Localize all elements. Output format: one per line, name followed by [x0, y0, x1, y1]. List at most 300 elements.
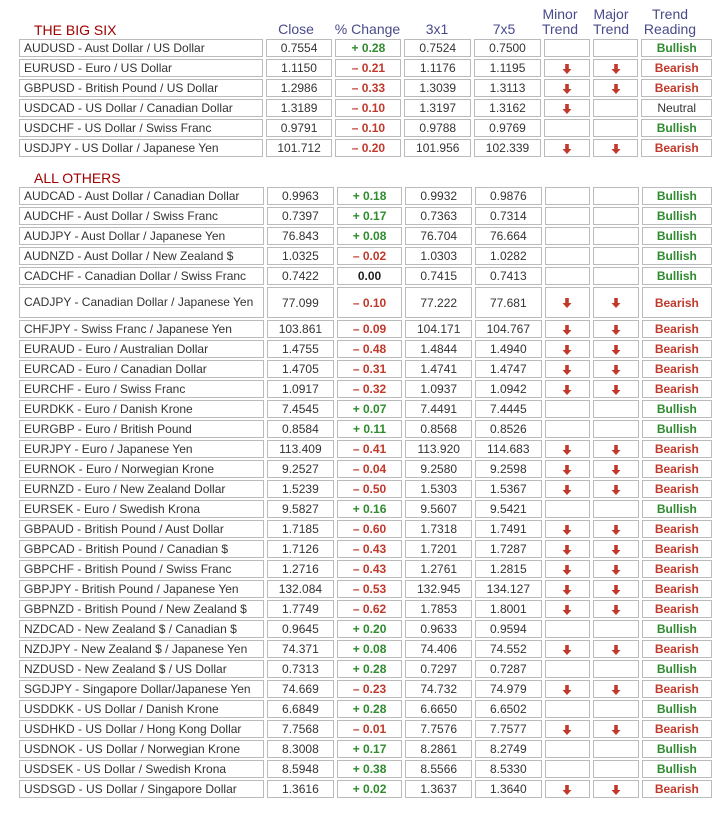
- close-cell: 1.0325: [267, 247, 334, 265]
- down-arrow-icon: [561, 364, 573, 376]
- ma-7x5-cell: 134.127: [475, 580, 542, 598]
- major-trend-cell: [593, 500, 639, 518]
- ma-3x1-cell: 1.7853: [405, 600, 472, 618]
- table-row: [19, 207, 712, 225]
- trend-reading-cell: Bearish: [642, 520, 712, 538]
- table-row: [19, 560, 712, 578]
- down-arrow-icon: [610, 324, 622, 336]
- ma-7x5-cell: 7.4445: [475, 400, 542, 418]
- trend-reading-cell: Bearish: [642, 540, 712, 558]
- close-cell: 7.4545: [267, 400, 334, 418]
- table-row: [19, 99, 712, 117]
- percent-change-cell: + 0.17: [337, 207, 403, 225]
- close-cell: 0.7422: [267, 267, 334, 285]
- minor-trend-cell: [544, 79, 590, 97]
- pair-name-cell: EURDKK - Euro / Danish Krone: [19, 400, 264, 418]
- down-arrow-icon: [561, 724, 573, 736]
- trend-reading-cell: Bullish: [642, 247, 712, 265]
- ma-7x5-cell: 1.0282: [475, 247, 542, 265]
- pair-name-cell: EURAUD - Euro / Australian Dollar: [19, 340, 264, 358]
- trend-reading-cell: Bearish: [641, 79, 712, 97]
- major-trend-cell: [593, 720, 639, 738]
- down-arrow-icon: [561, 484, 573, 496]
- major-trend-cell: [593, 580, 639, 598]
- down-arrow-icon: [561, 83, 573, 95]
- major-trend-cell: [593, 59, 639, 77]
- close-cell: 103.861: [267, 320, 334, 338]
- major-trend-cell: [593, 420, 639, 438]
- trend-reading-cell: Bullish: [641, 119, 712, 137]
- table-row: [19, 267, 712, 285]
- table-row: [19, 660, 712, 678]
- major-trend-cell: [593, 740, 639, 758]
- percent-change-cell: + 0.02: [337, 780, 403, 798]
- ma-7x5-cell: 9.2598: [475, 460, 542, 478]
- close-cell: 0.9791: [266, 119, 333, 137]
- major-trend-cell: [593, 680, 639, 698]
- trend-reading-cell: Bearish: [642, 780, 712, 798]
- table-row: [19, 340, 712, 358]
- down-arrow-icon: [561, 297, 573, 309]
- down-arrow-icon: [561, 63, 573, 75]
- table-row: [19, 440, 712, 458]
- all-others-table: [16, 185, 715, 800]
- percent-change-cell: + 0.08: [337, 640, 403, 658]
- percent-change-cell: + 0.28: [337, 700, 403, 718]
- minor-trend-cell: [545, 640, 591, 658]
- header-3x1: 3x1: [425, 21, 449, 37]
- close-cell: 0.7397: [267, 207, 334, 225]
- ma-3x1-cell: 1.7318: [405, 520, 472, 538]
- percent-change-cell: + 0.07: [337, 400, 403, 418]
- close-cell: 1.3616: [267, 780, 334, 798]
- pair-name-cell: GBPUSD - British Pound / US Dollar: [19, 79, 263, 97]
- pair-name-cell: AUDCHF - Aust Dollar / Swiss Franc: [19, 207, 264, 225]
- table-row: [19, 500, 712, 518]
- trend-reading-cell: Bullish: [641, 39, 712, 57]
- down-arrow-icon: [610, 143, 622, 155]
- pair-name-cell: GBPAUD - British Pound / Aust Dollar: [19, 520, 264, 538]
- trend-reading-cell: Bullish: [642, 267, 712, 285]
- close-cell: 74.371: [267, 640, 334, 658]
- ma-3x1-cell: 0.9633: [405, 620, 472, 638]
- major-trend-cell: [593, 287, 639, 318]
- trend-reading-cell: Bullish: [642, 740, 712, 758]
- pair-name-cell: USDSEK - US Dollar / Swedish Krona: [19, 760, 264, 778]
- minor-trend-cell: [545, 580, 591, 598]
- major-trend-cell: [593, 119, 639, 137]
- ma-7x5-cell: 0.9769: [474, 119, 541, 137]
- down-arrow-icon: [610, 604, 622, 616]
- minor-trend-cell: [545, 540, 591, 558]
- table-row: [19, 139, 712, 157]
- header-trend-reading: [638, 7, 702, 37]
- trend-reading-cell: Bearish: [642, 560, 712, 578]
- close-cell: 1.4755: [267, 340, 334, 358]
- close-cell: 1.2716: [267, 560, 334, 578]
- major-trend-cell: [593, 440, 639, 458]
- pair-name-cell: GBPCHF - British Pound / Swiss Franc: [19, 560, 264, 578]
- ma-3x1-cell: 104.171: [405, 320, 472, 338]
- percent-change-cell: + 0.28: [337, 660, 403, 678]
- major-trend-cell: [593, 227, 639, 245]
- major-trend-cell: [593, 267, 639, 285]
- table-row: [19, 247, 712, 265]
- minor-trend-cell: [545, 520, 591, 538]
- ma-3x1-cell: 132.945: [405, 580, 472, 598]
- ma-3x1-cell: 1.0303: [405, 247, 472, 265]
- table-row: [19, 119, 712, 137]
- ma-7x5-cell: 1.0942: [475, 380, 542, 398]
- pair-name-cell: EURCAD - Euro / Canadian Dollar: [19, 360, 264, 378]
- trend-reading-cell: Bearish: [641, 139, 712, 157]
- ma-3x1-cell: 1.2761: [405, 560, 472, 578]
- percent-change-cell: + 0.18: [337, 187, 403, 205]
- close-cell: 1.7126: [267, 540, 334, 558]
- pair-name-cell: NZDCAD - New Zealand $ / Canadian $: [19, 620, 264, 638]
- ma-3x1-cell: 8.2861: [405, 740, 472, 758]
- percent-change-cell: + 0.28: [335, 39, 401, 57]
- ma-7x5-cell: 74.979: [475, 680, 542, 698]
- minor-trend-cell: [544, 119, 590, 137]
- major-trend-cell: [593, 207, 639, 225]
- minor-trend-cell: [545, 380, 591, 398]
- minor-trend-cell: [545, 500, 591, 518]
- major-trend-cell: [593, 340, 639, 358]
- major-trend-cell: [593, 600, 639, 618]
- pair-name-cell: AUDCAD - Aust Dollar / Canadian Dollar: [19, 187, 264, 205]
- trend-reading-cell: Bearish: [642, 360, 712, 378]
- trend-reading-cell: Bearish: [642, 460, 712, 478]
- close-cell: 0.9963: [267, 187, 334, 205]
- ma-7x5-cell: 1.8001: [475, 600, 542, 618]
- trend-reading-cell: Bearish: [642, 440, 712, 458]
- minor-trend-cell: [545, 620, 591, 638]
- down-arrow-icon: [610, 684, 622, 696]
- ma-3x1-cell: 1.4844: [405, 340, 472, 358]
- down-arrow-icon: [561, 584, 573, 596]
- pair-name-cell: NZDJPY - New Zealand $ / Japanese Yen: [19, 640, 264, 658]
- percent-change-cell: + 0.17: [337, 740, 403, 758]
- percent-change-cell: – 0.31: [337, 360, 403, 378]
- ma-3x1-cell: 9.2580: [405, 460, 472, 478]
- trend-reading-cell: Bearish: [642, 480, 712, 498]
- table-row: [19, 720, 712, 738]
- minor-trend-cell: [545, 460, 591, 478]
- percent-change-cell: – 0.32: [337, 380, 403, 398]
- major-trend-cell: [593, 380, 639, 398]
- percent-change-cell: – 0.10: [335, 119, 401, 137]
- pair-name-cell: GBPJPY - British Pound / Japanese Yen: [19, 580, 264, 598]
- ma-7x5-cell: 1.4747: [475, 360, 542, 378]
- down-arrow-icon: [610, 364, 622, 376]
- down-arrow-icon: [610, 524, 622, 536]
- table-row: [19, 540, 712, 558]
- table-row: [19, 187, 712, 205]
- pair-name-cell: EURGBP - Euro / British Pound: [19, 420, 264, 438]
- down-arrow-icon: [561, 384, 573, 396]
- ma-3x1-cell: 9.5607: [405, 500, 472, 518]
- close-cell: 6.6849: [267, 700, 334, 718]
- close-cell: 0.7554: [266, 39, 333, 57]
- minor-trend-cell: [545, 700, 591, 718]
- ma-3x1-cell: 7.7576: [405, 720, 472, 738]
- pair-name-cell: GBPCAD - British Pound / Canadian $: [19, 540, 264, 558]
- ma-7x5-cell: 1.1195: [474, 59, 541, 77]
- percent-change-cell: – 0.53: [337, 580, 403, 598]
- minor-trend-cell: [545, 320, 591, 338]
- major-trend-cell: [593, 320, 639, 338]
- major-trend-cell: [593, 660, 639, 678]
- pair-name-cell: EURSEK - Euro / Swedish Krona: [19, 500, 264, 518]
- percent-change-cell: – 0.10: [337, 287, 403, 318]
- major-trend-cell: [593, 640, 639, 658]
- minor-trend-cell: [545, 680, 591, 698]
- section-title-all-others: ALL OTHERS: [34, 170, 121, 186]
- header-minor-trend: [536, 7, 584, 37]
- minor-trend-cell: [545, 440, 591, 458]
- trend-reading-cell: Bearish: [642, 320, 712, 338]
- minor-trend-cell: [545, 480, 591, 498]
- header-percent-change: % Change: [334, 21, 401, 37]
- header-close: Close: [278, 21, 314, 37]
- ma-3x1-cell: 0.7297: [405, 660, 472, 678]
- table-row: [19, 520, 712, 538]
- down-arrow-icon: [610, 444, 622, 456]
- table-row: [19, 580, 712, 598]
- close-cell: 101.712: [266, 139, 333, 157]
- ma-7x5-cell: 74.552: [475, 640, 542, 658]
- ma-7x5-cell: 1.4940: [475, 340, 542, 358]
- trend-reading-cell: Bearish: [642, 720, 712, 738]
- pair-name-cell: SGDJPY - Singapore Dollar/Japanese Yen: [19, 680, 264, 698]
- ma-3x1-cell: 1.1176: [404, 59, 471, 77]
- ma-7x5-cell: 114.683: [475, 440, 542, 458]
- close-cell: 113.409: [267, 440, 334, 458]
- major-trend-cell: [593, 187, 639, 205]
- down-arrow-icon: [561, 564, 573, 576]
- minor-trend-cell: [544, 59, 590, 77]
- pair-name-cell: EURCHF - Euro / Swiss Franc: [19, 380, 264, 398]
- ma-3x1-cell: 77.222: [405, 287, 472, 318]
- ma-7x5-cell: 0.8526: [475, 420, 542, 438]
- percent-change-cell: + 0.11: [337, 420, 403, 438]
- ma-3x1-cell: 1.5303: [405, 480, 472, 498]
- minor-trend-cell: [545, 187, 591, 205]
- ma-7x5-cell: 7.7577: [475, 720, 542, 738]
- header-7x5: 7x5: [492, 21, 516, 37]
- close-cell: 77.099: [267, 287, 334, 318]
- big-six-table: [16, 37, 715, 159]
- down-arrow-icon: [561, 324, 573, 336]
- pair-name-cell: USDHKD - US Dollar / Hong Kong Dollar: [19, 720, 264, 738]
- ma-3x1-cell: 0.7363: [405, 207, 472, 225]
- major-trend-cell: [593, 700, 639, 718]
- ma-3x1-cell: 0.9788: [404, 119, 471, 137]
- ma-7x5-cell: 0.9594: [475, 620, 542, 638]
- down-arrow-icon: [610, 484, 622, 496]
- ma-3x1-cell: 0.8568: [405, 420, 472, 438]
- percent-change-cell: + 0.08: [337, 227, 403, 245]
- minor-trend-cell: [545, 360, 591, 378]
- trend-reading-cell: Bearish: [642, 640, 712, 658]
- close-cell: 8.5948: [267, 760, 334, 778]
- trend-reading-cell: Bearish: [641, 59, 712, 77]
- minor-trend-cell: [545, 760, 591, 778]
- header-minor-line1: Minor: [542, 6, 578, 22]
- major-trend-cell: [593, 520, 639, 538]
- header-trend-line2: Reading: [643, 21, 697, 37]
- close-cell: 0.9645: [267, 620, 334, 638]
- down-arrow-icon: [610, 63, 622, 75]
- pair-name-cell: AUDJPY - Aust Dollar / Japanese Yen: [19, 227, 264, 245]
- percent-change-cell: – 0.20: [335, 139, 401, 157]
- close-cell: 1.0917: [267, 380, 334, 398]
- minor-trend-cell: [545, 267, 591, 285]
- down-arrow-icon: [561, 644, 573, 656]
- ma-3x1-cell: 76.704: [405, 227, 472, 245]
- percent-change-cell: – 0.50: [337, 480, 403, 498]
- ma-7x5-cell: 104.767: [475, 320, 542, 338]
- major-trend-cell: [593, 400, 639, 418]
- ma-3x1-cell: 74.732: [405, 680, 472, 698]
- table-row: [19, 380, 712, 398]
- close-cell: 8.3008: [267, 740, 334, 758]
- table-row: [19, 680, 712, 698]
- trend-reading-cell: Bullish: [642, 500, 712, 518]
- ma-7x5-cell: 8.5330: [475, 760, 542, 778]
- close-cell: 0.7313: [267, 660, 334, 678]
- ma-7x5-cell: 1.2815: [475, 560, 542, 578]
- pair-name-cell: USDNOK - US Dollar / Norwegian Krone: [19, 740, 264, 758]
- percent-change-cell: – 0.41: [337, 440, 403, 458]
- major-trend-cell: [593, 139, 639, 157]
- trend-reading-cell: Bullish: [642, 187, 712, 205]
- major-trend-cell: [593, 99, 639, 117]
- trend-reading-cell: Bullish: [642, 420, 712, 438]
- percent-change-cell: – 0.43: [337, 560, 403, 578]
- down-arrow-icon: [561, 143, 573, 155]
- section-title-big-six: THE BIG SIX: [34, 22, 117, 38]
- down-arrow-icon: [610, 297, 622, 309]
- pair-name-cell: CHFJPY - Swiss Franc / Japanese Yen: [19, 320, 264, 338]
- major-trend-cell: [593, 79, 639, 97]
- percent-change-cell: – 0.23: [337, 680, 403, 698]
- trend-reading-cell: Bearish: [642, 380, 712, 398]
- down-arrow-icon: [610, 724, 622, 736]
- trend-reading-cell: Bullish: [642, 660, 712, 678]
- down-arrow-icon: [610, 784, 622, 796]
- table-row: [19, 79, 712, 97]
- down-arrow-icon: [561, 444, 573, 456]
- down-arrow-icon: [610, 83, 622, 95]
- pair-name-cell: NZDUSD - New Zealand $ / US Dollar: [19, 660, 264, 678]
- minor-trend-cell: [545, 660, 591, 678]
- percent-change-cell: – 0.62: [337, 600, 403, 618]
- header-minor-line2: Trend: [541, 21, 579, 37]
- minor-trend-cell: [545, 600, 591, 618]
- ma-7x5-cell: 6.6502: [475, 700, 542, 718]
- major-trend-cell: [593, 460, 639, 478]
- ma-3x1-cell: 6.6650: [405, 700, 472, 718]
- trend-reading-cell: Bearish: [642, 580, 712, 598]
- down-arrow-icon: [610, 564, 622, 576]
- ma-7x5-cell: 0.7500: [474, 39, 541, 57]
- trend-reading-cell: Neutral: [641, 99, 712, 117]
- pair-name-cell: AUDUSD - Aust Dollar / US Dollar: [19, 39, 263, 57]
- pair-name-cell: EURNZD - Euro / New Zealand Dollar: [19, 480, 264, 498]
- close-cell: 9.5827: [267, 500, 334, 518]
- pair-name-cell: AUDNZD - Aust Dollar / New Zealand $: [19, 247, 264, 265]
- close-cell: 1.3189: [266, 99, 333, 117]
- ma-7x5-cell: 9.5421: [475, 500, 542, 518]
- minor-trend-cell: [545, 720, 591, 738]
- ma-7x5-cell: 0.9876: [475, 187, 542, 205]
- table-row: [19, 460, 712, 478]
- header-trend-line1: Trend: [651, 6, 689, 22]
- table-row: [19, 640, 712, 658]
- trend-reading-cell: Bullish: [642, 700, 712, 718]
- down-arrow-icon: [561, 524, 573, 536]
- ma-7x5-cell: 1.7287: [475, 540, 542, 558]
- down-arrow-icon: [561, 604, 573, 616]
- ma-3x1-cell: 113.920: [405, 440, 472, 458]
- trend-reading-cell: Bearish: [642, 600, 712, 618]
- down-arrow-icon: [610, 344, 622, 356]
- ma-3x1-cell: 1.3197: [404, 99, 471, 117]
- close-cell: 0.8584: [267, 420, 334, 438]
- percent-change-cell: – 0.02: [337, 247, 403, 265]
- percent-change-cell: + 0.16: [337, 500, 403, 518]
- ma-3x1-cell: 74.406: [405, 640, 472, 658]
- ma-7x5-cell: 0.7287: [475, 660, 542, 678]
- close-cell: 1.1150: [266, 59, 333, 77]
- major-trend-cell: [593, 620, 639, 638]
- percent-change-cell: + 0.38: [337, 760, 403, 778]
- minor-trend-cell: [545, 207, 591, 225]
- pair-name-cell: USDCAD - US Dollar / Canadian Dollar: [19, 99, 263, 117]
- table-row: [19, 400, 712, 418]
- ma-7x5-cell: 1.5367: [475, 480, 542, 498]
- ma-7x5-cell: 1.7491: [475, 520, 542, 538]
- percent-change-cell: – 0.43: [337, 540, 403, 558]
- down-arrow-icon: [610, 584, 622, 596]
- close-cell: 9.2527: [267, 460, 334, 478]
- major-trend-cell: [593, 247, 639, 265]
- ma-3x1-cell: 1.3039: [404, 79, 471, 97]
- percent-change-cell: 0.00: [337, 267, 403, 285]
- ma-3x1-cell: 1.0937: [405, 380, 472, 398]
- close-cell: 7.7568: [267, 720, 334, 738]
- down-arrow-icon: [561, 784, 573, 796]
- percent-change-cell: + 0.20: [337, 620, 403, 638]
- trend-reading-cell: Bullish: [642, 227, 712, 245]
- trend-reading-cell: Bullish: [642, 760, 712, 778]
- pair-name-cell: EURUSD - Euro / US Dollar: [19, 59, 263, 77]
- minor-trend-cell: [544, 39, 590, 57]
- percent-change-cell: – 0.48: [337, 340, 403, 358]
- close-cell: 1.7749: [267, 600, 334, 618]
- pair-name-cell: EURNOK - Euro / Norwegian Krone: [19, 460, 264, 478]
- major-trend-cell: [593, 39, 639, 57]
- down-arrow-icon: [561, 103, 573, 115]
- ma-3x1-cell: 1.4741: [405, 360, 472, 378]
- minor-trend-cell: [544, 99, 590, 117]
- table-row: [19, 320, 712, 338]
- minor-trend-cell: [545, 740, 591, 758]
- percent-change-cell: – 0.10: [335, 99, 401, 117]
- close-cell: 1.2986: [266, 79, 333, 97]
